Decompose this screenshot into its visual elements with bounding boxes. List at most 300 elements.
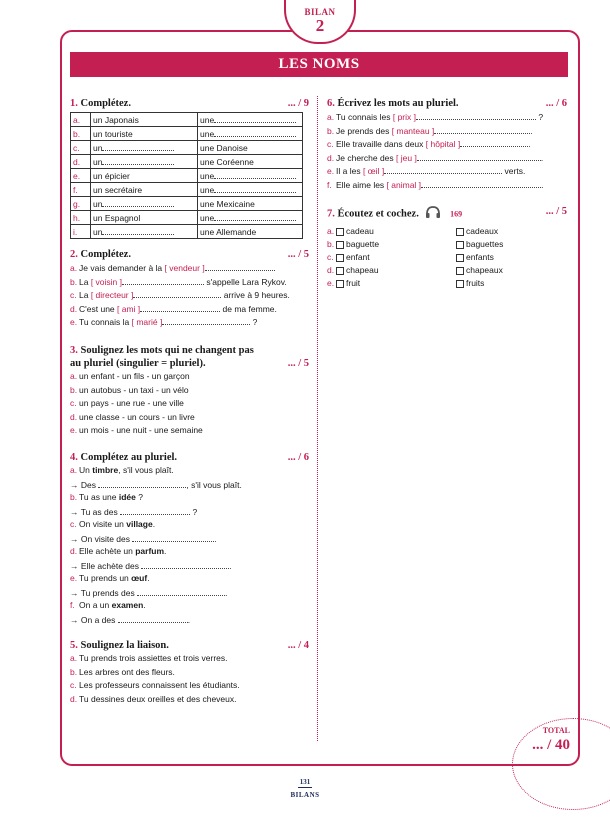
item-letter: b.: [70, 384, 78, 395]
audio-track-number: 169: [450, 209, 463, 219]
row-letter: c.: [71, 141, 91, 155]
option-label: cadeaux: [466, 226, 499, 236]
item-text: ?: [190, 506, 198, 517]
checkbox[interactable]: [336, 267, 344, 275]
item-letter: b.: [327, 239, 335, 249]
cell-text: une: [200, 171, 215, 181]
answer-blank[interactable]: [384, 164, 502, 174]
exercise-3-header-line2: [70, 357, 309, 370]
item-letter: a.: [327, 112, 335, 122]
left-cell: [91, 183, 198, 197]
exercise-4: [70, 451, 309, 626]
exercise-3-score: ... / 5: [287, 358, 309, 369]
item-text[interactable]: Les arbres ont des fleurs.: [79, 666, 175, 677]
item-text[interactable]: Tu prends trois assiettes et trois verres.: [79, 653, 228, 663]
answer-blank[interactable]: [460, 137, 531, 149]
exercise-2-title: Complétez.: [80, 249, 131, 260]
item-letter: e.: [327, 166, 335, 176]
checkbox[interactable]: [456, 267, 464, 275]
item-letter: c.: [327, 139, 334, 149]
option-plural[interactable]: [456, 239, 503, 249]
row-letter: e.: [71, 169, 91, 183]
answer-blank[interactable]: [137, 586, 228, 598]
exercise-1-table: [70, 112, 303, 239]
answer-blank[interactable]: [102, 197, 174, 207]
item-letter: d.: [327, 152, 335, 163]
item-text: .: [528, 139, 531, 149]
answer-blank[interactable]: [140, 302, 220, 312]
exercise-5: [70, 639, 309, 706]
answer-blank[interactable]: [162, 315, 250, 325]
answer-blank[interactable]: [102, 155, 174, 165]
list-item: [70, 545, 309, 559]
cell-text: une Danoise: [200, 142, 248, 153]
item-letter: b.: [70, 492, 78, 502]
list-item: [70, 288, 309, 302]
option-singular[interactable]: [336, 225, 456, 238]
option-label: baguettes: [466, 239, 504, 249]
exercise-4-score: ... / 6: [287, 452, 309, 463]
list-item: [70, 384, 309, 398]
item-text: C'est une: [79, 303, 118, 314]
arrow-icon: →: [70, 506, 81, 517]
item-letter: c.: [70, 519, 77, 529]
item-text[interactable]: un enfant - un fils - un garçon: [79, 371, 190, 381]
item-letter: a.: [70, 653, 78, 663]
table-row: [71, 211, 303, 225]
exercise-2-lines: [70, 261, 309, 329]
arrow-icon: →: [70, 533, 81, 544]
exercise-6-score: ... / 6: [545, 98, 567, 109]
hint-word: [ voisin ]: [90, 276, 123, 287]
item-letter: f.: [327, 179, 332, 190]
exercise-1-header: 1. Complétez. ... / 9: [70, 98, 309, 109]
right-cell: [198, 113, 303, 127]
checkbox[interactable]: [456, 228, 464, 236]
item-text: .: [147, 573, 150, 583]
target-word: examen: [111, 600, 144, 610]
bilan-label: BILAN: [304, 7, 336, 17]
hint-word: [ vendeur ]: [164, 263, 205, 273]
right-cell: [198, 211, 303, 225]
row-letter: h.: [71, 211, 91, 225]
right-cell: [198, 141, 303, 155]
table-row: [71, 155, 303, 169]
option-singular[interactable]: [336, 264, 456, 277]
item-text: .: [225, 587, 228, 598]
item-letter: c.: [327, 252, 334, 262]
bilan-number: 2: [315, 16, 325, 35]
item-text: de ma femme.: [220, 303, 277, 314]
answer-blank[interactable]: [421, 178, 544, 190]
row-letter: a.: [71, 113, 91, 127]
list-item: [70, 599, 309, 613]
list-item: [327, 164, 567, 178]
item-text: ?: [135, 492, 143, 502]
item-text: Il a les: [336, 166, 363, 176]
answer-blank[interactable]: [434, 124, 533, 136]
answer-line: [70, 559, 309, 573]
option-label: enfant: [346, 252, 370, 262]
left-cell: [91, 169, 198, 183]
table-row: [71, 127, 303, 141]
item-text[interactable]: un mois - une nuit - une semaine: [79, 425, 203, 435]
list-item: [327, 124, 567, 138]
item-letter: d.: [70, 303, 78, 314]
item-text: On a un: [79, 600, 112, 610]
item-text: Tu as une: [79, 492, 119, 502]
hint-word: [ marié ]: [131, 317, 163, 327]
answer-blank[interactable]: [214, 211, 296, 221]
left-cell: [91, 141, 198, 155]
item-text: Je prends des: [336, 125, 392, 136]
item-letter: c.: [70, 290, 77, 300]
list-item: [327, 151, 567, 165]
exercise-5-title: Soulignez la liaison.: [80, 640, 169, 651]
item-letter: a.: [327, 226, 335, 236]
table-row: [71, 183, 303, 197]
exercise-5-lines: [70, 652, 309, 706]
hint-word: [ prix ]: [392, 112, 417, 122]
list-item: [327, 238, 567, 251]
exercise-7: [327, 205, 567, 290]
list-item: [70, 666, 309, 680]
item-letter: c.: [70, 680, 77, 690]
item-letter: a.: [70, 465, 78, 475]
hint-word: [ ami ]: [117, 303, 141, 314]
item-text: .: [540, 152, 544, 163]
list-item: [70, 679, 309, 693]
answer-blank[interactable]: [133, 288, 221, 298]
table-row: [71, 141, 303, 155]
checkbox[interactable]: [336, 241, 344, 249]
right-cell: [198, 225, 303, 239]
cell-text: un épicier: [93, 170, 130, 181]
target-word: idée: [118, 492, 136, 502]
checkbox[interactable]: [336, 228, 344, 236]
item-text[interactable]: un autobus - un taxi - un vélo: [79, 384, 189, 395]
row-letter: i.: [71, 225, 91, 239]
exercise-1-title: Complétez.: [80, 98, 131, 109]
answer-blank[interactable]: [122, 275, 204, 285]
exercise-4-title: Complétez au pluriel.: [80, 452, 178, 463]
item-text: .: [229, 560, 232, 571]
cell-text: un Espagnol: [93, 212, 141, 223]
answer-blank[interactable]: [118, 613, 191, 625]
item-text: Des: [80, 479, 99, 490]
option-label: cadeau: [346, 226, 374, 236]
item-letter: d.: [70, 411, 78, 422]
item-text: verts.: [502, 166, 526, 176]
exercise-4-lines: [70, 464, 309, 626]
item-text: Un: [79, 465, 93, 475]
cell-text: une: [200, 129, 215, 139]
option-label: chapeau: [346, 265, 379, 275]
section-name: BILANS: [290, 791, 320, 799]
table-row: [71, 169, 303, 183]
item-letter: b.: [70, 666, 78, 677]
item-text: Elle travaille dans deux: [336, 139, 426, 149]
answer-blank[interactable]: [102, 141, 174, 151]
row-letter: b.: [71, 127, 91, 141]
list-item: [327, 225, 567, 238]
cell-text: un secrétaire: [93, 184, 143, 195]
target-word: œuf: [131, 573, 148, 583]
cell-text: une Mexicaine: [200, 198, 255, 209]
answer-blank[interactable]: [102, 225, 174, 235]
left-cell: [91, 127, 198, 141]
item-text: ?: [250, 317, 258, 327]
item-text: Tu prends un: [79, 573, 132, 583]
exercise-2: [70, 248, 309, 329]
item-letter: d.: [327, 265, 335, 275]
item-text: On visite un: [79, 519, 127, 529]
total-label: TOTAL: [542, 726, 570, 735]
exercise-6-header: 6. Écrivez les mots au pluriel. ... / 6: [327, 98, 567, 109]
item-text: Tu prends des: [80, 587, 138, 598]
arrow-icon: →: [70, 614, 81, 625]
answer-line: [70, 613, 309, 627]
item-text: Elle achète un: [79, 546, 136, 556]
item-letter: e.: [70, 317, 78, 327]
headphones-icon[interactable]: [425, 205, 447, 223]
item-letter: f.: [70, 600, 75, 610]
exercise-2-header: 2. Complétez. ... / 5: [70, 249, 309, 260]
answer-blank[interactable]: [98, 478, 186, 488]
hint-word: [ manteau ]: [391, 125, 435, 136]
list-item: [327, 137, 567, 151]
row-letter: f.: [71, 183, 91, 197]
left-cell: [91, 113, 198, 127]
item-text: On a des: [80, 614, 118, 625]
hint-word: [ œil ]: [362, 166, 385, 176]
exercise-7-score: ... / 5: [545, 206, 567, 217]
page-number: 131: [299, 778, 311, 786]
exercise-6: [327, 97, 567, 191]
cell-text: un touriste: [93, 128, 133, 139]
table-row: [71, 197, 303, 211]
list-item: [70, 302, 309, 316]
list-item: [327, 277, 567, 290]
checkbox[interactable]: [336, 280, 344, 288]
item-text: La: [79, 290, 91, 300]
left-cell: [91, 225, 198, 239]
cell-text: une Coréenne: [200, 156, 254, 167]
item-text: s'appelle Lara Rykov.: [204, 276, 287, 287]
cell-text: une: [200, 115, 215, 125]
exercise-1-score: ... / 9: [287, 98, 309, 109]
option-singular[interactable]: [336, 238, 456, 251]
right-cell: [198, 155, 303, 169]
answer-line: [70, 586, 309, 600]
total-score-box: [512, 718, 576, 762]
list-item: [327, 110, 567, 124]
exercise-1: [70, 97, 309, 239]
hint-word: [ jeu ]: [396, 152, 417, 163]
answer-blank[interactable]: [141, 559, 232, 571]
item-letter: e.: [327, 278, 335, 288]
exercise-7-header: 7. Écoutez et cochez. 169 ... / 5: [327, 205, 567, 223]
list-item: [327, 178, 567, 192]
list-item: [70, 693, 309, 707]
left-cell: [91, 155, 198, 169]
item-text: .: [143, 600, 146, 610]
option-label: chapeaux: [466, 265, 503, 275]
page-footer: [0, 778, 610, 799]
list-item: [70, 518, 309, 532]
cell-text: une: [200, 185, 215, 195]
column-divider: [317, 96, 318, 741]
target-word: timbre: [92, 465, 119, 475]
item-text: Tu as des: [80, 506, 121, 517]
list-item: [70, 652, 309, 666]
list-item: [70, 424, 309, 438]
arrow-icon: →: [70, 560, 81, 571]
item-letter: d.: [70, 546, 78, 556]
item-text: , s'il vous plaît.: [118, 465, 174, 475]
answer-blank[interactable]: [416, 110, 536, 120]
left-cell: [91, 211, 198, 225]
hint-word: [ animal ]: [386, 179, 422, 190]
item-text[interactable]: un pays - une rue - une ville: [79, 398, 184, 408]
exercise-3-lines: [70, 370, 309, 438]
option-singular[interactable]: [336, 277, 456, 290]
item-text: Je cherche des: [336, 152, 397, 163]
item-text[interactable]: Tu dessines deux oreilles et des cheveux.: [79, 693, 237, 704]
arrow-icon: →: [70, 587, 81, 598]
option-label: fruits: [466, 278, 485, 288]
left-cell: [91, 197, 198, 211]
checkbox[interactable]: [456, 280, 464, 288]
item-letter: e.: [70, 425, 78, 435]
right-cell: [198, 169, 303, 183]
item-text: .: [214, 533, 217, 544]
item-text: .: [530, 125, 533, 136]
item-text: On visite des: [80, 533, 133, 544]
item-text: Elle aime les: [336, 179, 387, 190]
row-letter: g.: [71, 197, 91, 211]
item-letter: d.: [70, 693, 78, 704]
exercise-5-score: ... / 4: [287, 640, 309, 651]
list-item: [327, 251, 567, 264]
checkbox[interactable]: [456, 254, 464, 262]
list-item: [70, 397, 309, 411]
exercise-2-score: ... / 5: [287, 249, 309, 260]
hint-word: [ directeur ]: [90, 290, 134, 300]
item-letter: c.: [70, 398, 77, 408]
list-item: [70, 275, 309, 289]
checkbox[interactable]: [336, 254, 344, 262]
hint-word: [ hôpital ]: [425, 139, 461, 149]
item-text: arrive à 9 heures.: [221, 290, 290, 300]
list-item: [70, 261, 309, 275]
exercise-5-header: 5. Soulignez la liaison. ... / 4: [70, 640, 309, 651]
item-letter: e.: [70, 573, 78, 583]
list-item: [70, 491, 309, 505]
option-plural[interactable]: [456, 265, 503, 275]
answer-blank[interactable]: [214, 169, 296, 179]
item-text: .: [541, 179, 544, 190]
exercise-6-title: Écrivez les mots au pluriel.: [337, 98, 459, 109]
cell-text: un Japonais: [93, 114, 139, 125]
item-text: .: [187, 614, 191, 625]
exercise-7-title: Écoutez et cochez.: [337, 208, 419, 220]
item-text: Tu connais les: [336, 112, 393, 122]
item-letter: a.: [70, 263, 78, 273]
answer-blank[interactable]: [205, 261, 275, 271]
list-item: [70, 411, 309, 425]
option-plural[interactable]: [456, 226, 498, 236]
list-item: [327, 264, 567, 277]
cell-text: une Allemande: [200, 226, 257, 237]
list-item: [70, 370, 309, 384]
exercise-3-header: 3. Soulignez les mots qui ne changent pas: [70, 345, 254, 356]
answer-blank[interactable]: [214, 183, 296, 193]
answer-line: [70, 505, 309, 519]
table-row: [71, 113, 303, 127]
option-label: enfants: [466, 252, 494, 262]
cell-text: une: [200, 213, 215, 223]
item-text: .: [164, 546, 167, 556]
list-item: [70, 464, 309, 478]
checkbox[interactable]: [456, 241, 464, 249]
answer-line: [70, 532, 309, 546]
exercise-3-title-line2: au pluriel (singulier = pluriel).: [70, 358, 206, 369]
option-plural[interactable]: [456, 278, 484, 288]
item-text: Elle achète des: [80, 560, 142, 571]
answer-blank[interactable]: [214, 113, 296, 123]
arrow-icon: →: [70, 479, 81, 490]
item-text[interactable]: une classe - un cours - un livre: [79, 411, 195, 422]
item-text: , s'il vous plaît.: [186, 479, 242, 490]
item-text[interactable]: Les professeurs connaissent les étudiants.: [79, 680, 240, 690]
answer-blank[interactable]: [417, 151, 544, 163]
option-label: baguette: [346, 239, 380, 249]
item-text: Tu connais la: [79, 317, 132, 327]
item-text: La: [79, 276, 91, 287]
cell-text: un: [93, 143, 103, 153]
cell-text: un: [93, 157, 103, 167]
option-plural[interactable]: [456, 252, 494, 262]
right-cell: [198, 183, 303, 197]
exercise-3-title-line1: Soulignez les mots qui ne changent pas: [80, 345, 254, 356]
answer-blank[interactable]: [214, 127, 296, 137]
target-word: village: [126, 519, 153, 529]
exercise-7-rows: [327, 225, 567, 290]
list-item: [70, 572, 309, 586]
item-text: .: [152, 519, 156, 529]
item-letter: a.: [70, 371, 78, 381]
right-cell: [198, 127, 303, 141]
item-text: ?: [536, 112, 544, 122]
target-word: parfum: [135, 546, 165, 556]
exercise-3: [70, 344, 309, 438]
cell-text: un: [93, 227, 103, 237]
item-letter: b.: [327, 125, 335, 136]
list-item: [70, 315, 309, 329]
item-text: Je vais demander à la: [79, 263, 165, 273]
option-label: fruit: [346, 278, 361, 288]
exercise-4-header: 4. Complétez au pluriel. ... / 6: [70, 452, 309, 463]
row-letter: d.: [71, 155, 91, 169]
answer-blank[interactable]: [132, 532, 217, 544]
exercise-6-lines: [327, 110, 567, 191]
option-singular[interactable]: [336, 251, 456, 264]
answer-blank[interactable]: [120, 505, 190, 515]
cell-text: un: [93, 199, 103, 209]
table-row: [71, 225, 303, 239]
item-letter: b.: [70, 276, 78, 287]
